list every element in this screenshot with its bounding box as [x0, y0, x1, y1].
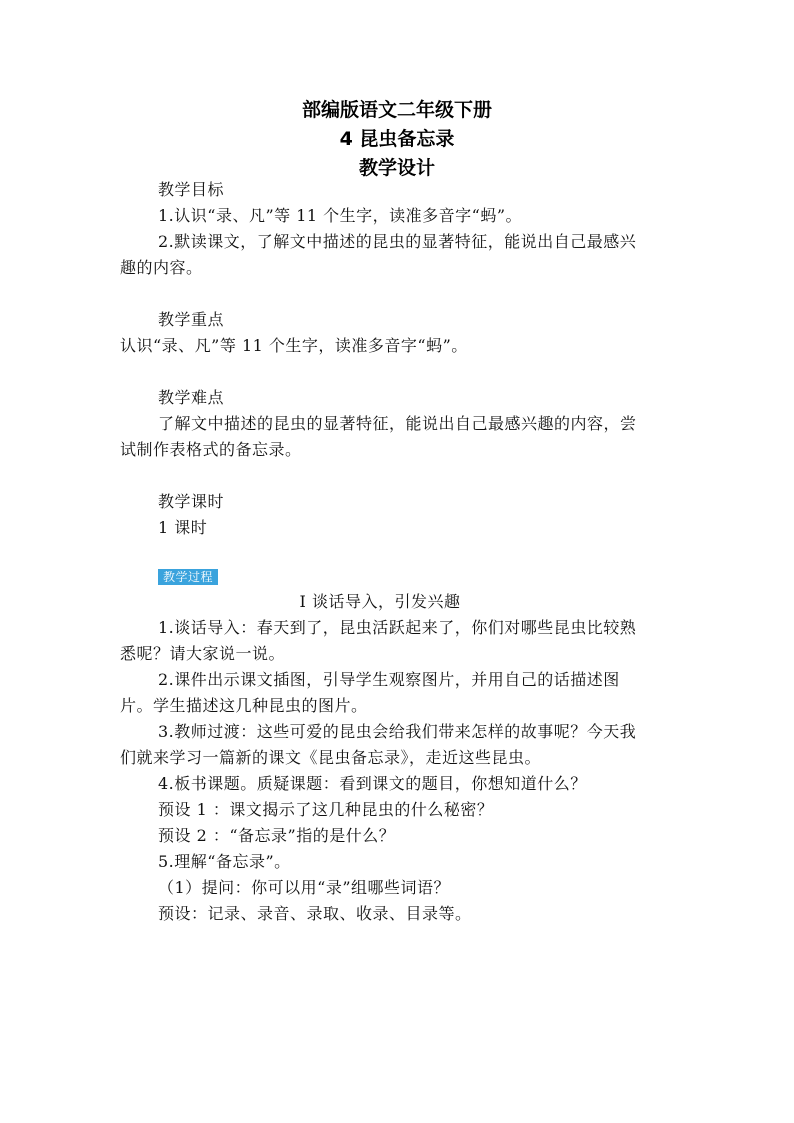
- process-step-1: 1.谈话导入：春天到了，昆虫活跃起来了，你们对哪些昆虫比较熟悉呢？请大家说一说。: [120, 618, 637, 663]
- periods-heading: 教学课时: [158, 492, 225, 511]
- process-sub-1: （1）提问：你可以用“录”组哪些词语？: [158, 878, 451, 897]
- title-line-grade: 部编版语文二年级下册: [301, 99, 492, 121]
- document-body: [120, 177, 640, 927]
- process-step-4: 4.板书课题。质疑课题：看到课文的题目，你想知道什么？: [158, 774, 587, 793]
- process-preset-1: 预设 1 ：课文揭示了这几种昆虫的什么秘密？: [158, 800, 494, 819]
- spacer: [120, 359, 640, 385]
- process-step-2: 2.课件出示课文插图，引导学生观察图片，并用自己的话描述图片。学生描述这几种昆虫的图片。: [120, 670, 620, 715]
- goals-heading: 教学目标: [158, 180, 225, 199]
- spacer: [120, 541, 640, 563]
- title-line-design: 教学设计: [358, 157, 435, 179]
- section-title: Ⅰ 谈话导入，引发兴趣: [299, 592, 461, 611]
- process-preset-2: 预设 2 ：“备忘录”指的是什么？: [158, 826, 396, 845]
- process-step-5: 5.理解“备忘录”。: [158, 852, 291, 871]
- process-step-3: 3.教师过渡：这些可爱的昆虫会给我们带来怎样的故事呢？今天我们就来学习一篇新的课文《昆虫备忘录》，走近这些昆虫。: [120, 722, 637, 767]
- goals-item-2: 2.默读课文，了解文中描述的昆虫的显著特征，能说出自己最感兴趣的内容。: [120, 232, 637, 277]
- difficulties-text: 了解文中描述的昆虫的显著特征，能说出自己最感兴趣的内容，尝试制作表格式的备忘录。: [120, 414, 637, 459]
- spacer: [120, 463, 640, 489]
- key-points-heading: 教学重点: [158, 310, 225, 329]
- process-badge-row: [120, 563, 640, 589]
- spacer: [120, 281, 640, 307]
- process-preset-3: 预设：记录、录音、录取、收录、目录等。: [158, 904, 472, 923]
- document-title: [0, 96, 794, 183]
- title-line-lesson: 4 昆虫备忘录: [339, 128, 455, 150]
- difficulties-heading: 教学难点: [158, 388, 225, 407]
- process-badge: 教学过程: [158, 569, 218, 585]
- key-points-text: 认识“录、凡”等 11 个生字，读准多音字“蚂”。: [120, 336, 468, 355]
- periods-text: 1 课时: [158, 518, 208, 537]
- goals-item-1: 1.认识“录、凡”等 11 个生字，读准多音字“蚂”。: [158, 206, 523, 225]
